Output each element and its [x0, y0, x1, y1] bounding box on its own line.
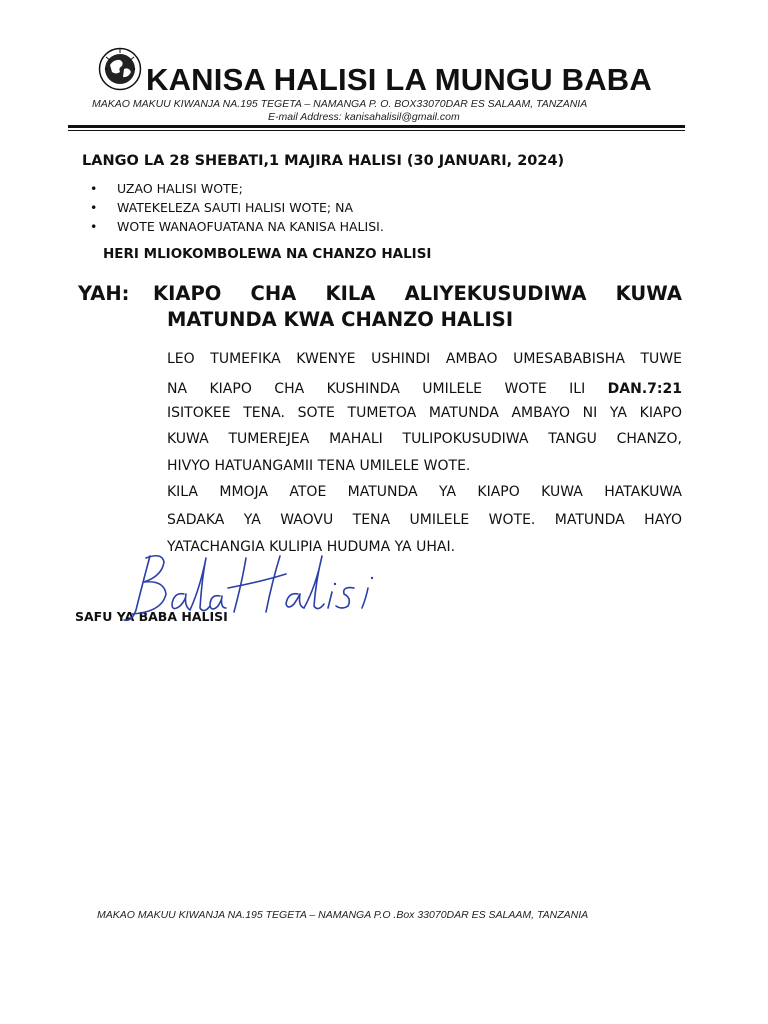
subject-label: YAH:: [78, 282, 130, 305]
scripture-reference: DAN.7:21: [607, 381, 682, 397]
handwritten-signature: [110, 548, 400, 628]
header-email: E-mail Address: kanisahalisil@gmail.com: [268, 111, 460, 123]
body-line: LEO TUMEFIKA KWENYE USHINDI AMBAO UMESABABISHA TUWE: [167, 351, 682, 367]
church-name: KANISA HALISI LA MUNGU BABA: [146, 62, 652, 97]
greeting: HERI MLIOKOMBOLEWA NA CHANZO HALISI: [103, 246, 432, 262]
list-item: • WATEKELEZA SAUTI HALISI WOTE; NA: [90, 198, 384, 217]
body-line: KILA MMOJA ATOE MATUNDA YA KIAPO KUWA HATAKUWA: [167, 484, 682, 500]
body-line: SADAKA YA WAOVU TENA UMILELE WOTE. MATUNDA HAYO: [167, 512, 682, 528]
body-line: KUWA TUMEREJEA MAHALI TULIPOKUSUDIWA TANGU CHANZO,: [167, 431, 682, 447]
body-line: NA KIAPO CHA KUSHINDA UMILELE WOTE ILI DAN.7:21: [167, 381, 682, 397]
body-line: YATACHANGIA KULIPIA HUDUMA YA UHAI.: [167, 539, 456, 555]
letter-date: LANGO LA 28 SHEBATI,1 MAJIRA HALISI (30 JANUARI, 2024): [82, 153, 565, 169]
list-item: • UZAO HALISI WOTE;: [90, 179, 384, 198]
subject-heading: KIAPO CHA KILA ALIYEKUSUDIWA KUWA: [153, 282, 682, 305]
header-divider-thin: [68, 130, 685, 131]
signatory: SAFU YA BABA HALISI: [75, 609, 228, 624]
body-line: HIVYO HATUANGAMII TENA UMILELE WOTE.: [167, 458, 471, 474]
body-line: ISITOKEE TENA. SOTE TUMETOA MATUNDA AMBAYO NI YA KIAPO: [167, 405, 682, 421]
footer-address: MAKAO MAKUU KIWANJA NA.195 TEGETA – NAMANGA P.O .Box 33070DAR ES SALAAM, TANZANIA: [97, 909, 589, 921]
header-address: MAKAO MAKUU KIWANJA NA.195 TEGETA – NAMANGA P. O. BOX33070DAR ES SALAAM, TANZANIA: [92, 98, 588, 110]
header-divider: [68, 125, 685, 128]
list-item: • WOTE WANAOFUATANA NA KANISA HALISI.: [90, 217, 384, 236]
recipients-list: [90, 179, 384, 236]
subject-heading-continued: MATUNDA KWA CHANZO HALISI: [167, 308, 514, 331]
globe-emblem-icon: [98, 47, 142, 91]
